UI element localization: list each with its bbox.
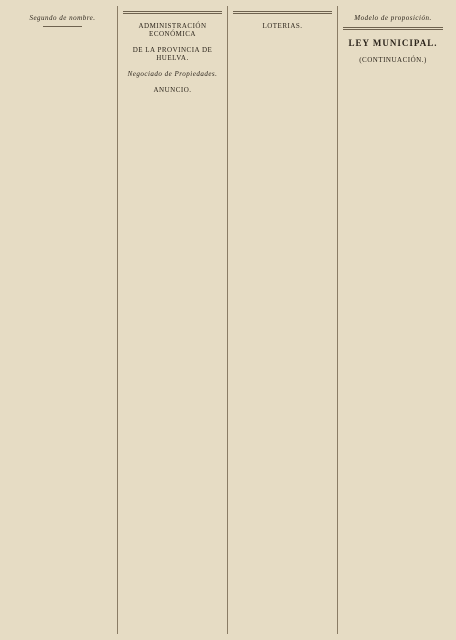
column-3 bbox=[228, 6, 338, 634]
section-divider bbox=[233, 11, 332, 14]
column-2 bbox=[118, 6, 228, 634]
section-heading: Segundo de nombre. bbox=[29, 14, 96, 22]
section-heading: ADMINISTRACIÓN ECONÓMICA bbox=[138, 22, 207, 38]
section-heading: ANUNCIO. bbox=[153, 86, 192, 94]
section-heading: Negociado de Propiedades. bbox=[127, 70, 218, 78]
section-divider bbox=[343, 27, 443, 30]
section-divider bbox=[43, 26, 82, 27]
section-subheading: DE LA PROVINCIA DE HUELVA. bbox=[132, 46, 213, 62]
column-4 bbox=[338, 6, 448, 634]
column-1 bbox=[8, 6, 118, 634]
section-heading: LOTERIAS. bbox=[262, 22, 303, 30]
section-subheading: (CONTINUACIÓN.) bbox=[359, 56, 427, 64]
section-heading: Modelo de proposición. bbox=[354, 14, 432, 22]
column-grid bbox=[8, 6, 448, 634]
section-heading: LEY MUNICIPAL. bbox=[348, 38, 438, 48]
section-divider bbox=[123, 11, 222, 14]
